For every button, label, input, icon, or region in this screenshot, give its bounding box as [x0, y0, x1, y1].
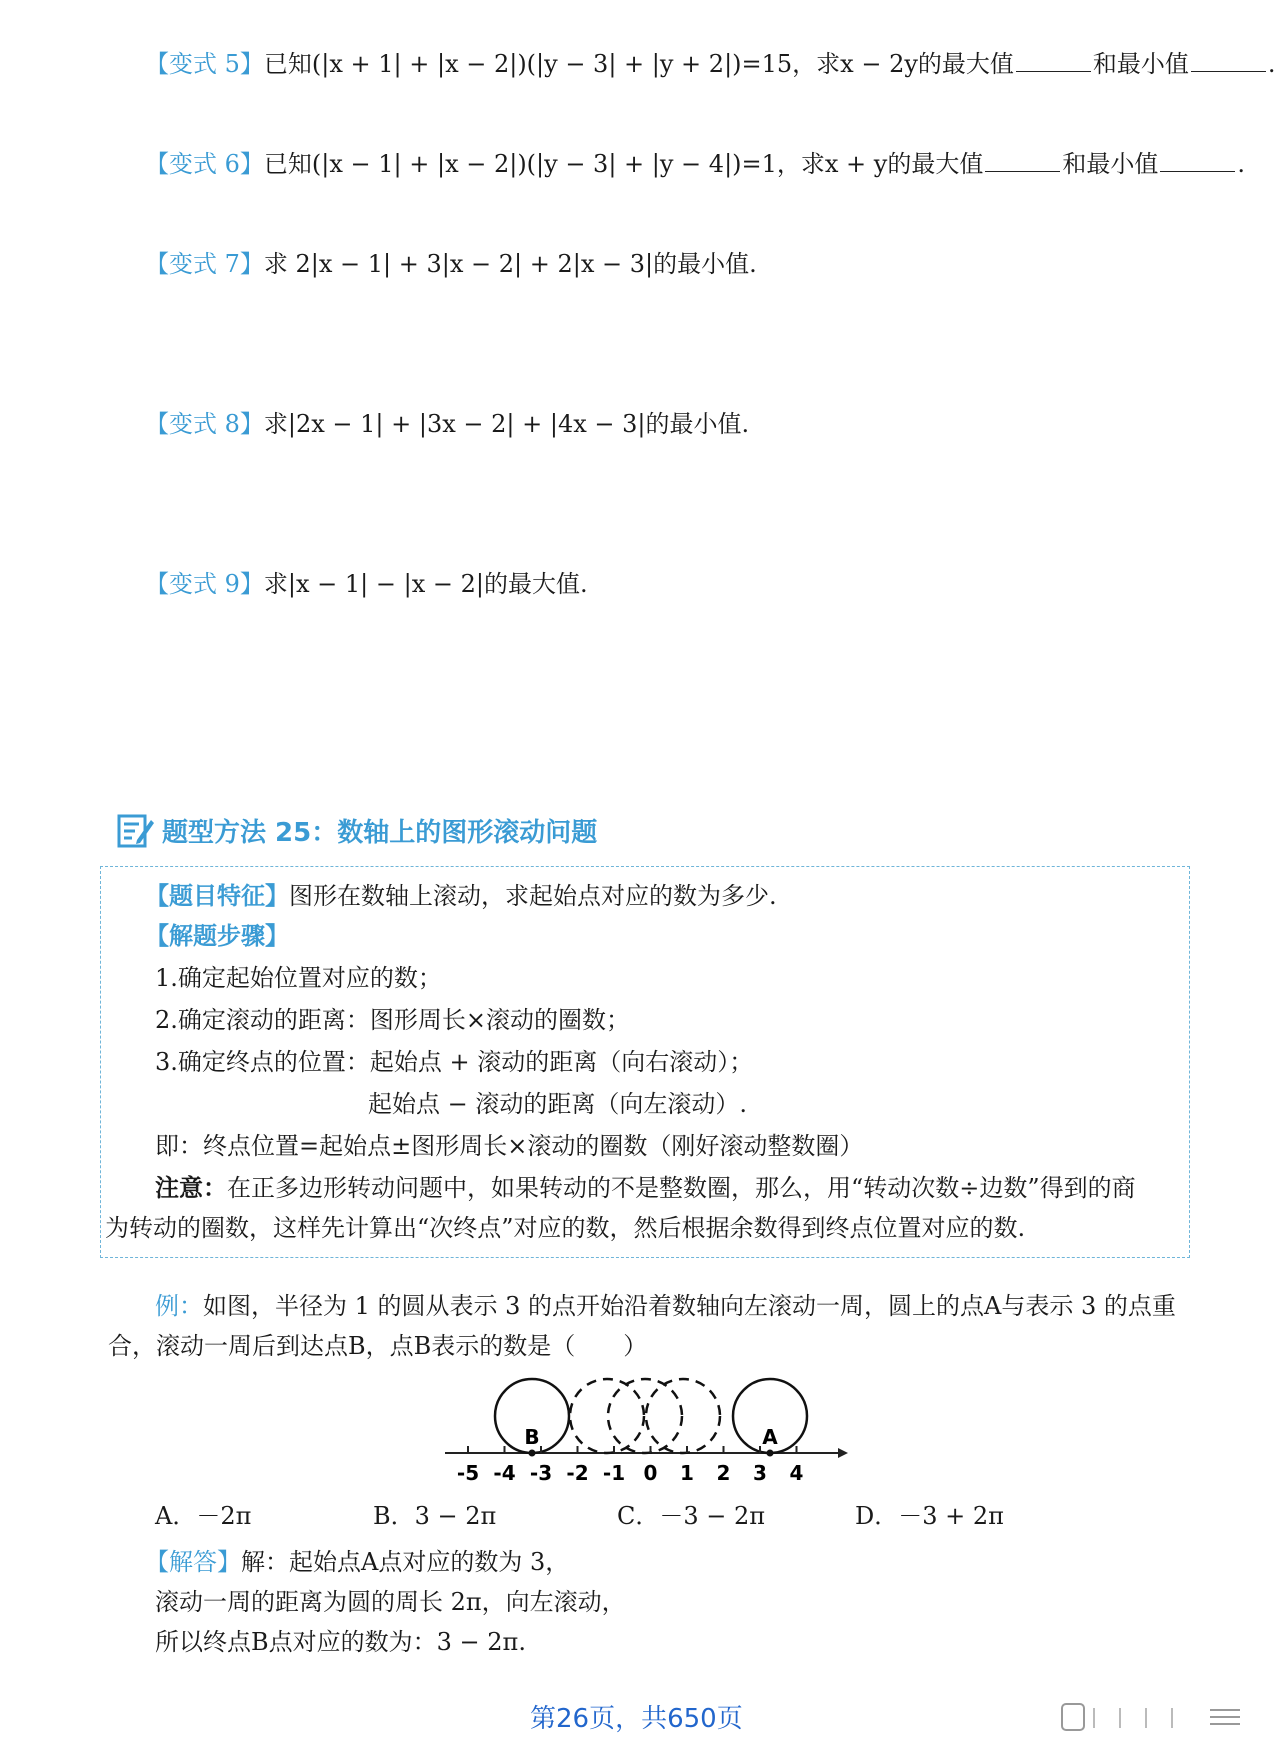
answer-line-2: 滚动一周的距离为圆的周长 2π，向左滚动， [155, 1588, 626, 1616]
number-line-svg [440, 1370, 850, 1490]
variant-tag: 【变式 6】 [145, 150, 264, 178]
answer-blank[interactable] [1160, 149, 1235, 172]
formula: 即：终点位置=起始点±图形周长×滚动的圈数（刚好滚动整数圈） [155, 1132, 864, 1160]
steps-tag-text: 【解题步骤】 [145, 921, 289, 950]
answer-blank[interactable] [985, 149, 1060, 172]
variant-end: . [1267, 50, 1276, 78]
variant-end: . [1237, 150, 1245, 178]
tick-label: 3 [753, 1461, 767, 1485]
variant-tag: 【变式 7】 [145, 250, 264, 278]
edit-note-icon [115, 810, 155, 850]
tick-label: 1 [680, 1461, 694, 1485]
point-a-dot [767, 1450, 774, 1457]
answer-line-1 [145, 1546, 569, 1578]
variant-9 [145, 568, 588, 600]
variant-text: 求|x − 1| − |x − 2|的最大值. [263, 570, 588, 598]
variant-7 [145, 248, 757, 280]
variant-text: 求 2|x − 1| + 3|x − 2| + 2|x − 3|的最小值. [263, 250, 757, 278]
note-line-1 [155, 1172, 1136, 1204]
variant-text: 已知(|x + 1| + |x − 2|)(|y − 3| + |y + 2|)=15，求x − 2y的最大值 [263, 50, 1014, 78]
variant-mid: 和最小值 [1062, 150, 1159, 178]
variant-5 [145, 48, 1276, 80]
point-b-dot [529, 1450, 536, 1457]
tick-label: -2 [566, 1461, 589, 1485]
point-a-label: A [762, 1425, 778, 1449]
feature-line [145, 880, 777, 912]
tick-label: -3 [529, 1461, 553, 1485]
scroll-control[interactable] [1060, 1700, 1250, 1734]
variant-tag: 【变式 8】 [145, 410, 264, 438]
number-line-figure [440, 1370, 850, 1490]
feature-text: 图形在数轴上滚动，求起始点对应的数为多少. [289, 882, 777, 910]
variant-8 [145, 408, 749, 440]
example-line-1 [155, 1290, 1176, 1322]
axis-arrow [838, 1448, 848, 1458]
variant-text: 已知(|x − 1| + |x − 2|)(|y − 3| + |y − 4|)=1，求x + y的最大值 [263, 150, 984, 178]
answer-tag: 【解答】 [145, 1548, 241, 1576]
scroll-thumb-icon [1062, 1704, 1084, 1730]
answer-line-3: 所以终点B点对应的数为：3 − 2π. [155, 1628, 526, 1656]
feature-tag: 【题目特征】 [145, 881, 289, 910]
variant-mid: 和最小值 [1092, 50, 1189, 78]
tick-label: -5 [456, 1461, 480, 1485]
note-label: 注意： [155, 1173, 227, 1202]
page-indicator: 第26页，共650页 [530, 1704, 743, 1734]
variant-tag: 【变式 5】 [145, 50, 264, 78]
tick-label: 0 [643, 1461, 658, 1485]
option-a[interactable]: A．－2π [155, 1502, 252, 1530]
variant-text: 求|2x − 1| + |3x − 2| + |4x − 3|的最小值. [263, 410, 750, 438]
step-3b: 起始点 − 滚动的距离（向左滚动）. [368, 1090, 747, 1118]
tick-label: -4 [493, 1461, 516, 1485]
note-text: 在正多边形转动问题中，如果转动的不是整数圈，那么，用“转动次数÷边数”得到的商 [227, 1174, 1136, 1202]
circle-dashed-2 [608, 1379, 682, 1453]
example-line-2: 合，滚动一周后到达点B，点B表示的数是（ ） [108, 1332, 648, 1360]
tick-label: 4 [789, 1461, 804, 1485]
step-3: 3.确定终点的位置：起始点 + 滚动的距离（向右滚动）； [155, 1048, 754, 1076]
answer-blank[interactable] [1016, 49, 1091, 72]
step-2: 2.确定滚动的距离：图形周长×滚动的圈数； [155, 1006, 631, 1034]
variant-6 [145, 148, 1245, 180]
step-1: 1.确定起始位置对应的数； [155, 964, 442, 992]
steps-tag [145, 920, 289, 952]
variant-tag: 【变式 9】 [145, 570, 264, 598]
example-label: 例： [155, 1292, 203, 1320]
point-b-label: B [524, 1425, 540, 1449]
option-d[interactable]: D．－3 + 2π [855, 1502, 1004, 1530]
circle-dashed-1 [570, 1379, 644, 1453]
option-c[interactable]: C．－3 − 2π [617, 1502, 766, 1530]
answer-blank[interactable] [1191, 49, 1266, 72]
example-text: 如图，半径为 1 的圆从表示 3 的点开始沿着数轴向左滚动一周，圆上的点A与表示 3 的点重 [203, 1292, 1176, 1320]
answer-text: 解：起始点A点对应的数为 3， [241, 1548, 570, 1576]
section-title: 题型方法 25：数轴上的图形滚动问题 [162, 818, 598, 848]
note-line-2: 为转动的圈数，这样先计算出“次终点”对应的数，然后根据余数得到终点位置对应的数. [105, 1214, 1026, 1242]
tick-label: -1 [602, 1461, 626, 1485]
tick-label: 2 [716, 1461, 731, 1485]
option-b[interactable]: B．3 − 2π [373, 1502, 497, 1530]
